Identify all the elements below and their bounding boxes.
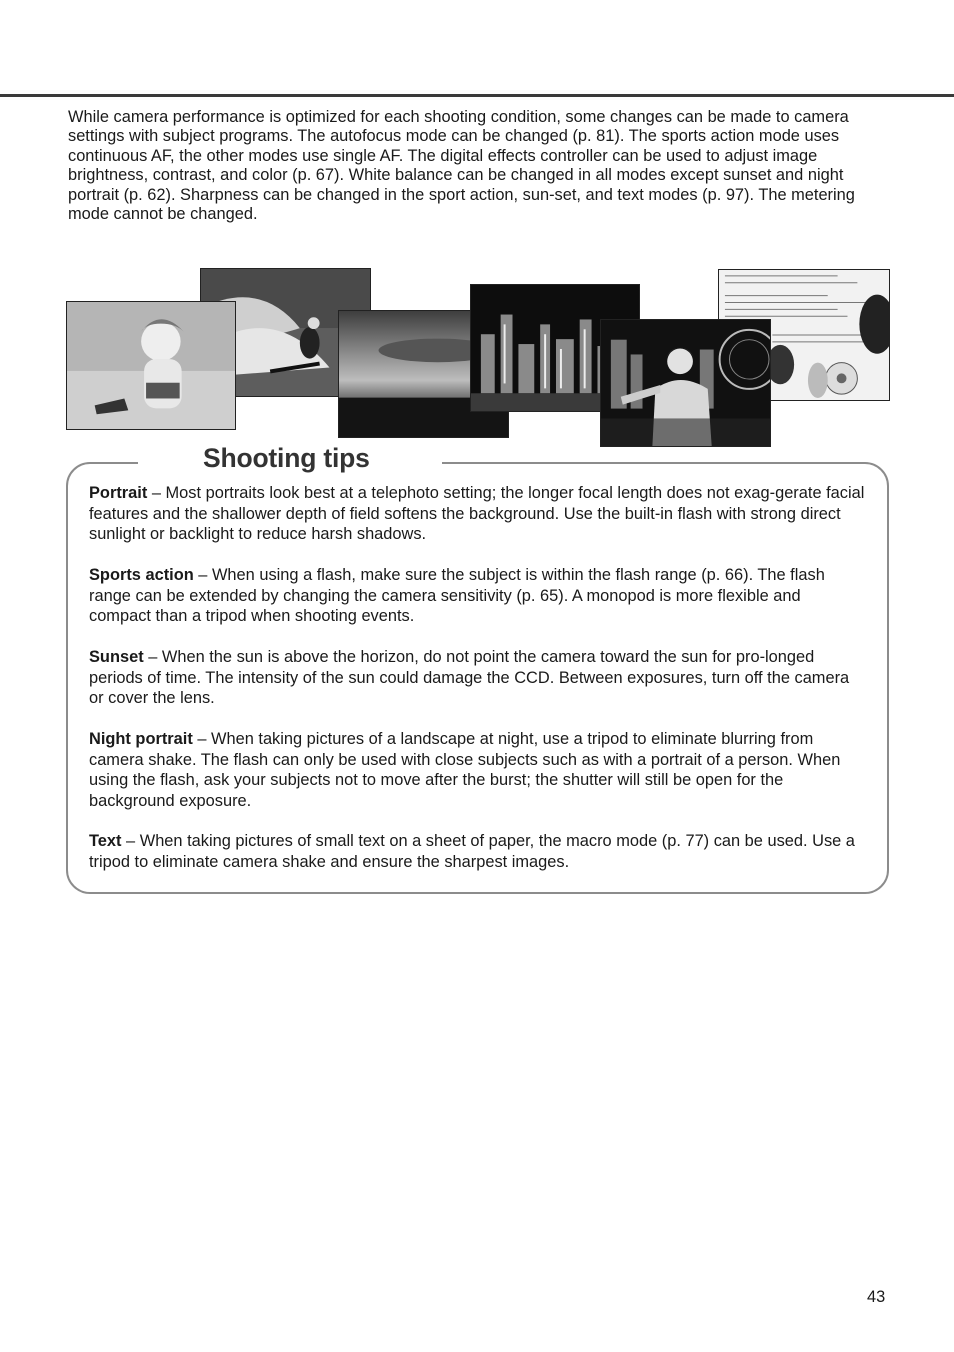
tip-sunset bbox=[89, 647, 867, 709]
tip-portrait bbox=[89, 483, 867, 545]
tip-term: Night portrait bbox=[89, 730, 193, 748]
tip-term: Sunset bbox=[89, 648, 144, 666]
tip-text: – Most portraits look best at a telephoto setting; the longer focal length does not exag-gerate facial features and the shallower depth of field softens the background. Use the built-in flash with strong direct sunlight or backlight to reduce harsh shadows. bbox=[89, 484, 865, 543]
tip-sports-action bbox=[89, 565, 867, 627]
tip-term: Sports action bbox=[89, 566, 194, 584]
night-portrait-photo bbox=[600, 319, 771, 447]
tip-term: Text bbox=[89, 832, 122, 850]
tip-text-mode bbox=[89, 831, 867, 872]
page-number: 43 bbox=[867, 1288, 886, 1306]
tip-night-portrait bbox=[89, 729, 867, 811]
top-rule bbox=[0, 94, 954, 97]
tip-text: – When taking pictures of a landscape at night, use a tripod to eliminate blurring from camera shake. The flash can only be used with close subjects such as with a portrait of a person. When using the flash, ask your subjects not to move after the burst; the shutter will still be open for the background exposure. bbox=[89, 730, 841, 810]
tip-text: – When using a flash, make sure the subject is within the flash range (p. 66). The flash range can be extended by changing the camera sensitivity (p. 65). A monopod is more flexible and compact than a tripod when shooting events. bbox=[89, 566, 825, 625]
intro-paragraph: While camera performance is optimized for each shooting condition, some changes can be made to camera settings with subject programs. The autofocus mode can be changed (p. 81). The sports action mode uses continuous AF, the other modes use single AF. The digital effects controller can be used to adjust image brightness, contrast, and color (p. 67). White balance can be changed in all modes except sunset and night portrait (p. 62). Sharpness can be changed in the sport action, sun-set, and text modes (p. 97). The metering mode cannot be changed. bbox=[68, 108, 855, 224]
tip-text: – When taking pictures of small text on a sheet of paper, the macro mode (p. 77) can be used. Use a tripod to eliminate camera shake and ensure the sharpest images. bbox=[89, 832, 855, 871]
tip-term: Portrait bbox=[89, 484, 148, 502]
tip-text: – When the sun is above the horizon, do not point the camera toward the sun for pro-longed periods of time. The intensity of the sun could damage the CCD. Between exposures, turn off the camera or cover the lens. bbox=[89, 648, 850, 707]
portrait-photo bbox=[66, 301, 236, 430]
shooting-tips-title: Shooting tips bbox=[203, 443, 370, 473]
